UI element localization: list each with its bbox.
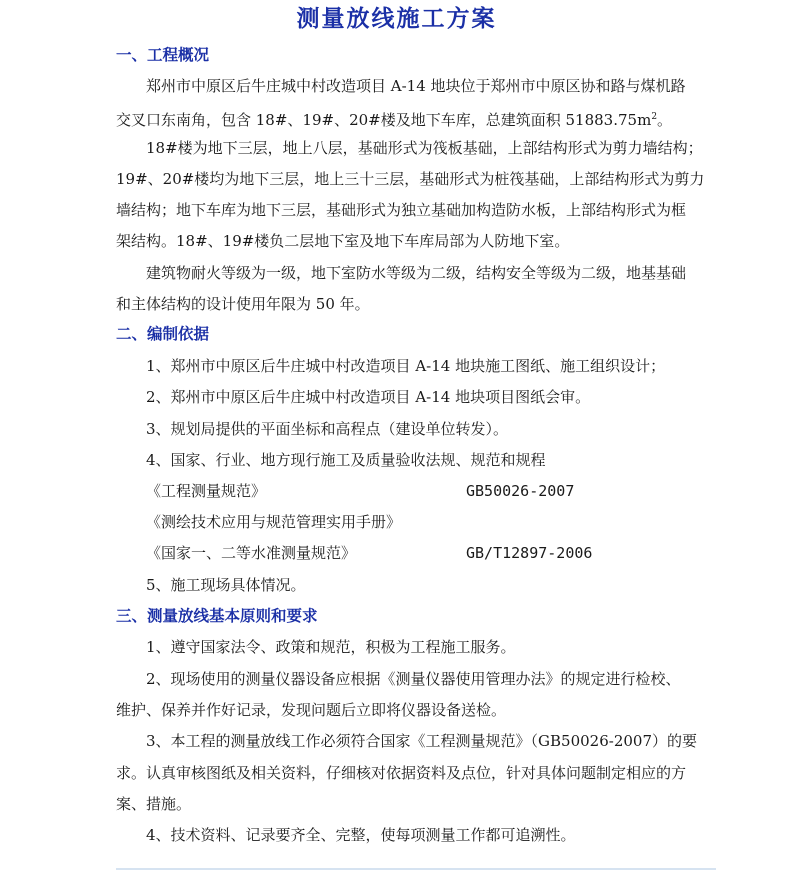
reference-name: 《工程测量规范》 bbox=[146, 482, 267, 500]
list-item: 3、规划局提供的平面坐标和高程点（建设单位转发）。 bbox=[146, 420, 509, 438]
list-item: 4、国家、行业、地方现行施工及质量验收法规、规范和规程 bbox=[146, 451, 546, 469]
list-item: 4、技术资料、记录要齐全、完整，使每项测量工作都可追溯性。 bbox=[146, 826, 576, 844]
reference-name: 《测绘技术应用与规范管理实用手册》 bbox=[146, 513, 402, 531]
paragraph-line: 交叉口东南角，包含 18#、19#、20#楼及地下车库，总建筑面积 $51883.75m^2$。 bbox=[116, 111, 673, 129]
list-item: 2、郑州市中原区后牛庄城中村改造项目 A-14 地块项目图纸会审。 bbox=[146, 388, 591, 406]
list-item-continuation: 维护、保养并作好记录，发现问题后立即将仪器设备送检。 bbox=[116, 701, 507, 719]
paragraph-line: 和主体结构的设计使用年限为 50 年。 bbox=[116, 295, 370, 313]
list-item: 1、郑州市中原区后牛庄城中村改造项目 A-14 地块施工图纸、施工组织设计； bbox=[146, 357, 666, 375]
document-title: 测量放线施工方案 bbox=[296, 6, 497, 32]
section-heading-overview: 一、工程概况 bbox=[116, 46, 210, 64]
paragraph-line: 18#楼为地下三层，地上八层，基础形式为筏板基础，上部结构形式为剪力墙结构； bbox=[146, 139, 703, 157]
reference-code: GB/T12897-2006 bbox=[466, 544, 593, 562]
list-item: 1、遵守国家法令、政策和规范，积极为工程施工服务。 bbox=[146, 638, 516, 656]
reference-name: 《国家一、二等水准测量规范》 bbox=[146, 544, 357, 562]
paragraph-line: 郑州市中原区后牛庄城中村改造项目 A-14 地块位于郑州市中原区协和路与煤机路 bbox=[146, 77, 686, 95]
paragraph-line: 建筑物耐火等级为一级，地下室防水等级为二级，结构安全等级为二级，地基基础 bbox=[146, 264, 687, 282]
list-item: 3、本工程的测量放线工作必须符合国家《工程测量规范》（GB50026-2007）的要 bbox=[146, 732, 698, 750]
paragraph-line: 架结构。18#、19#楼负二层地下室及地下车库局部为人防地下室。 bbox=[116, 232, 570, 250]
reference-code: GB50026-2007 bbox=[466, 482, 575, 500]
section-heading-principles: 三、测量放线基本原则和要求 bbox=[116, 607, 318, 625]
section-heading-basis: 二、编制依据 bbox=[116, 325, 210, 343]
list-item: 5、施工现场具体情况。 bbox=[146, 576, 306, 594]
list-item: 2、现场使用的测量仪器设备应根据《测量仪器使用管理办法》的规定进行检校、 bbox=[146, 670, 681, 688]
page-divider bbox=[116, 868, 716, 870]
paragraph-line: 墙结构；地下车库为地下三层，基础形式为独立基础加构造防水板，上部结构形式为框 bbox=[116, 201, 687, 219]
list-item-continuation: 案、措施。 bbox=[116, 795, 192, 813]
superscript: 2 bbox=[651, 112, 658, 122]
list-item-continuation: 求。认真审核图纸及相关资料，仔细核对依据资料及点位，针对具体问题制定相应的方 bbox=[116, 764, 687, 782]
paragraph-line: 19#、20#楼均为地下三层，地上三十三层，基础形式为桩筏基础，上部结构形式为剪力 bbox=[116, 170, 705, 188]
